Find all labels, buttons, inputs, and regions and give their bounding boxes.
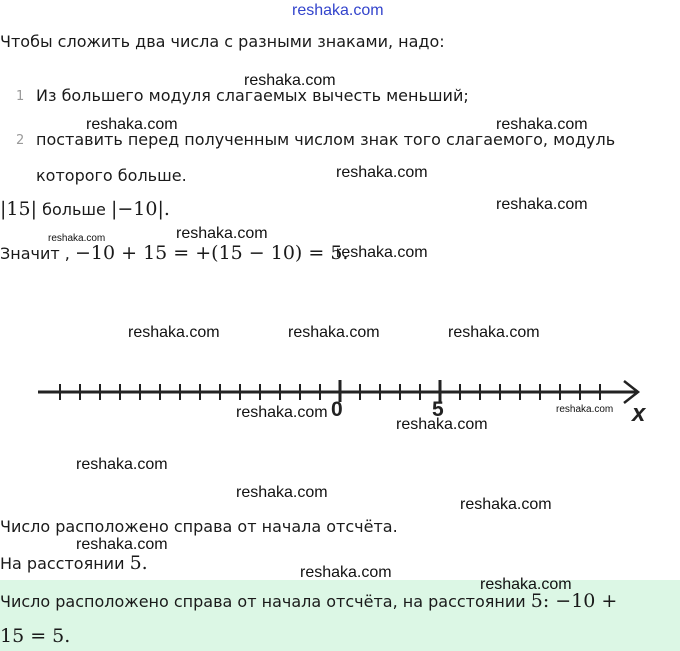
watermark: reshaka.com [496,116,588,133]
distance-line [0,552,148,574]
comparison-line [0,198,170,220]
watermark: reshaka.com [336,244,428,261]
watermark: reshaka.com [556,404,614,415]
watermark: reshaka.com [480,576,572,593]
x-axis-label: x [632,400,646,427]
watermark: reshaka.com [76,536,168,553]
watermark: reshaka.com [460,496,552,513]
conclusion-line [0,242,348,264]
watermark: reshaka.com [288,324,380,341]
answer-text: Число расположено справа от начала отсчёта, на расстоянии [0,592,526,611]
watermark: reshaka.com [236,404,328,421]
watermark: reshaka.com [236,484,328,501]
distance-text: На расстоянии [0,554,125,573]
watermark: reshaka.com [244,72,336,89]
math-abs-minus-10: |−10|. [110,198,170,220]
answer-line2: 15 = 5. [0,625,71,647]
watermark: reshaka.com [86,116,178,133]
intro-text: Чтобы сложить два числа с разными знаками, надо: [0,32,445,51]
conclusion-prefix: Значит , [0,244,70,263]
watermark: reshaka.com [128,324,220,341]
watermark: reshaka.com [396,416,488,433]
watermark: reshaka.com [448,324,540,341]
watermark: reshaka.com [496,196,588,213]
distance-value: 5. [129,552,148,574]
zero-label: 0 [331,398,343,421]
comparison-word: больше [42,200,106,219]
step-text: Из большего модуля слагаемых вычесть меньший; [36,86,469,105]
math-abs-15: |15| [0,198,37,220]
five-label: 5 [432,398,444,421]
step-number: 2 [16,133,25,148]
step-text-line1: поставить перед полученным числом знак того слагаемого, модуль [36,130,616,149]
site-header-link[interactable]: reshaka.com [292,2,384,19]
watermark: reshaka.com [336,164,428,181]
answer-math-1: 5: −10 + [530,590,618,612]
watermark: reshaka.com [176,225,268,242]
watermark: reshaka.com [76,456,168,473]
watermark: reshaka.com [48,233,106,244]
watermark: reshaka.com [300,564,392,581]
step-number: 1 [16,89,25,104]
position-text: Число расположено справа от начала отсчёта. [0,517,398,536]
step-text-line2: которого больше. [36,166,187,185]
conclusion-equation: −10 + 15 = +(15 − 10) = 5. [74,242,349,264]
